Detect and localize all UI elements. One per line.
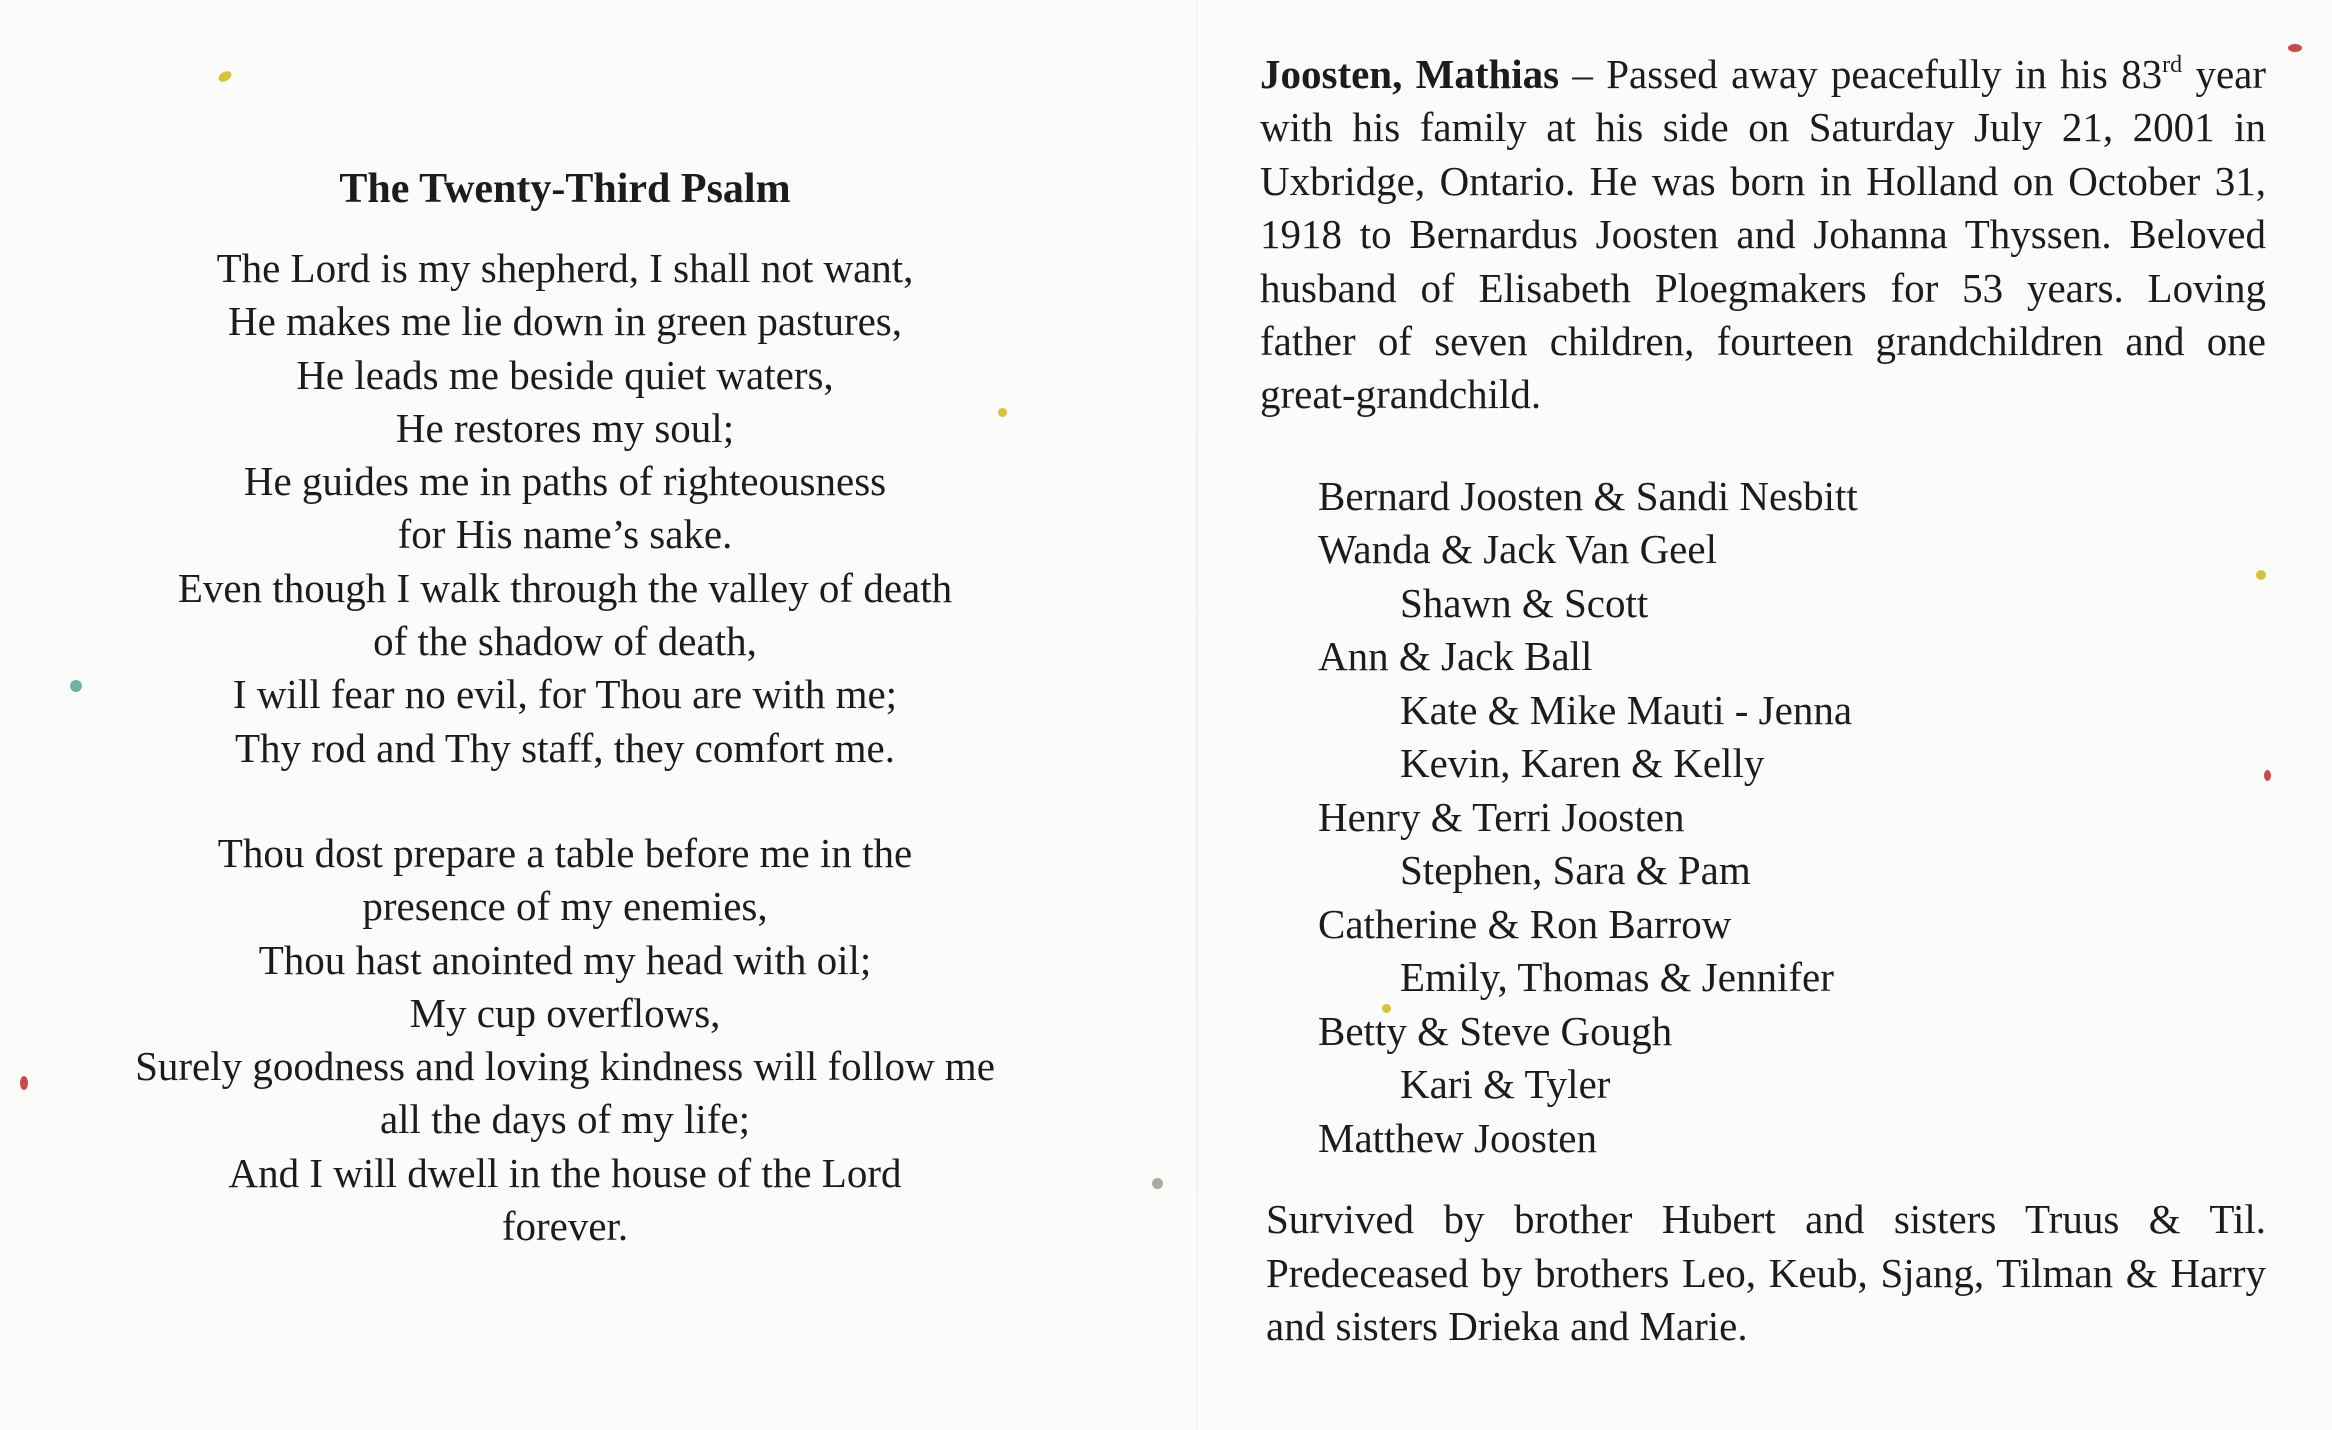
psalm-line: And I will dwell in the house of the Lord <box>228 1149 902 1196</box>
family-member: Matthew Joosten <box>1318 1114 1597 1161</box>
intro-text-cont: year with his family at his side on Saturday July 21, 2001 in Uxbridge, Ontario. He was born in Holland on October 31, 1918 to Bernardus Joosten and Johanna Thyssen. Beloved husband of Elisabeth Ploegmakers for 53 years. Loving father of seven children, fourteen grandchildren and one great-grandchild. <box>1260 51 2266 418</box>
psalm-line: My cup overflows, <box>409 989 721 1036</box>
survived-by: Survived by brother Hubert and sisters Truus & Til. Predeceased by brothers Leo, Keub, Sjang, Tilman & Harry and sisters Drieka and Marie. <box>1266 1196 2266 1350</box>
psalm-stanza-2 <box>60 827 1070 1253</box>
obituary-intro <box>1260 48 2266 422</box>
intro-text: Passed away peacefully in his 83 <box>1606 51 2163 97</box>
family-member: Betty & Steve Gough <box>1318 1007 1673 1054</box>
psalm-line: forever. <box>501 1203 629 1250</box>
obituary-panel <box>1260 48 2266 1354</box>
psalm-line: He makes me lie down in green pastures, <box>227 298 903 345</box>
psalm-line: of the shadow of death, <box>373 618 757 665</box>
grandchildren: Kari & Tyler <box>1400 1061 1611 1108</box>
psalm-panel <box>60 156 1070 1305</box>
psalm-line: He restores my soul; <box>395 404 735 451</box>
grandchildren: Kate & Mike Mauti - Jenna <box>1400 686 1853 733</box>
paper-fleck <box>20 1076 28 1090</box>
psalm-line: Thou hast anointed my head with oil; <box>258 936 872 983</box>
psalm-line: He leads me beside quiet waters, <box>296 351 834 398</box>
grandchildren: Emily, Thomas & Jennifer <box>1400 954 1834 1001</box>
psalm-line: for His name’s sake. <box>397 511 733 558</box>
family-member: Bernard Joosten & Sandi Nesbitt <box>1318 472 1858 519</box>
paper-fleck <box>1152 1178 1163 1189</box>
psalm-line: Even though I walk through the valley of death <box>177 564 953 611</box>
center-fold <box>1196 0 1198 1430</box>
psalm-line: He guides me in paths of righteousness <box>243 458 887 505</box>
family-member: Wanda & Jack Van Geel <box>1318 526 1717 573</box>
psalm-stanza-1 <box>60 242 1070 775</box>
psalm-line: Thou dost prepare a table before me in the <box>217 829 913 876</box>
psalm-line: I will fear no evil, for Thou are with me; <box>232 671 898 718</box>
psalm-line: presence of my enemies, <box>362 883 768 930</box>
grandchildren: Stephen, Sara & Pam <box>1400 847 1751 894</box>
psalm-line: The Lord is my shepherd, I shall not want, <box>216 245 914 291</box>
paper-fleck <box>217 69 234 84</box>
psalm-line: Surely goodness and loving kindness will follow me <box>135 1043 995 1090</box>
family-member: Henry & Terri Joosten <box>1318 793 1685 840</box>
paper-fleck <box>2288 44 2302 52</box>
ordinal-suffix: rd <box>2162 52 2183 78</box>
psalm-line: Thy rod and Thy staff, they comfort me. <box>234 724 896 771</box>
name-dash: – <box>1559 51 1607 97</box>
deceased-name: Joosten, Mathias <box>1260 51 1560 97</box>
psalm-title: The Twenty-Third Psalm <box>339 166 791 212</box>
grandchildren: Shawn & Scott <box>1400 579 1649 626</box>
family-member: Catherine & Ron Barrow <box>1318 900 1732 947</box>
family-list <box>1318 470 2266 1166</box>
psalm-line: all the days of my life; <box>379 1096 751 1143</box>
grandchildren: Kevin, Karen & Kelly <box>1400 740 1765 787</box>
family-member: Ann & Jack Ball <box>1318 633 1593 680</box>
